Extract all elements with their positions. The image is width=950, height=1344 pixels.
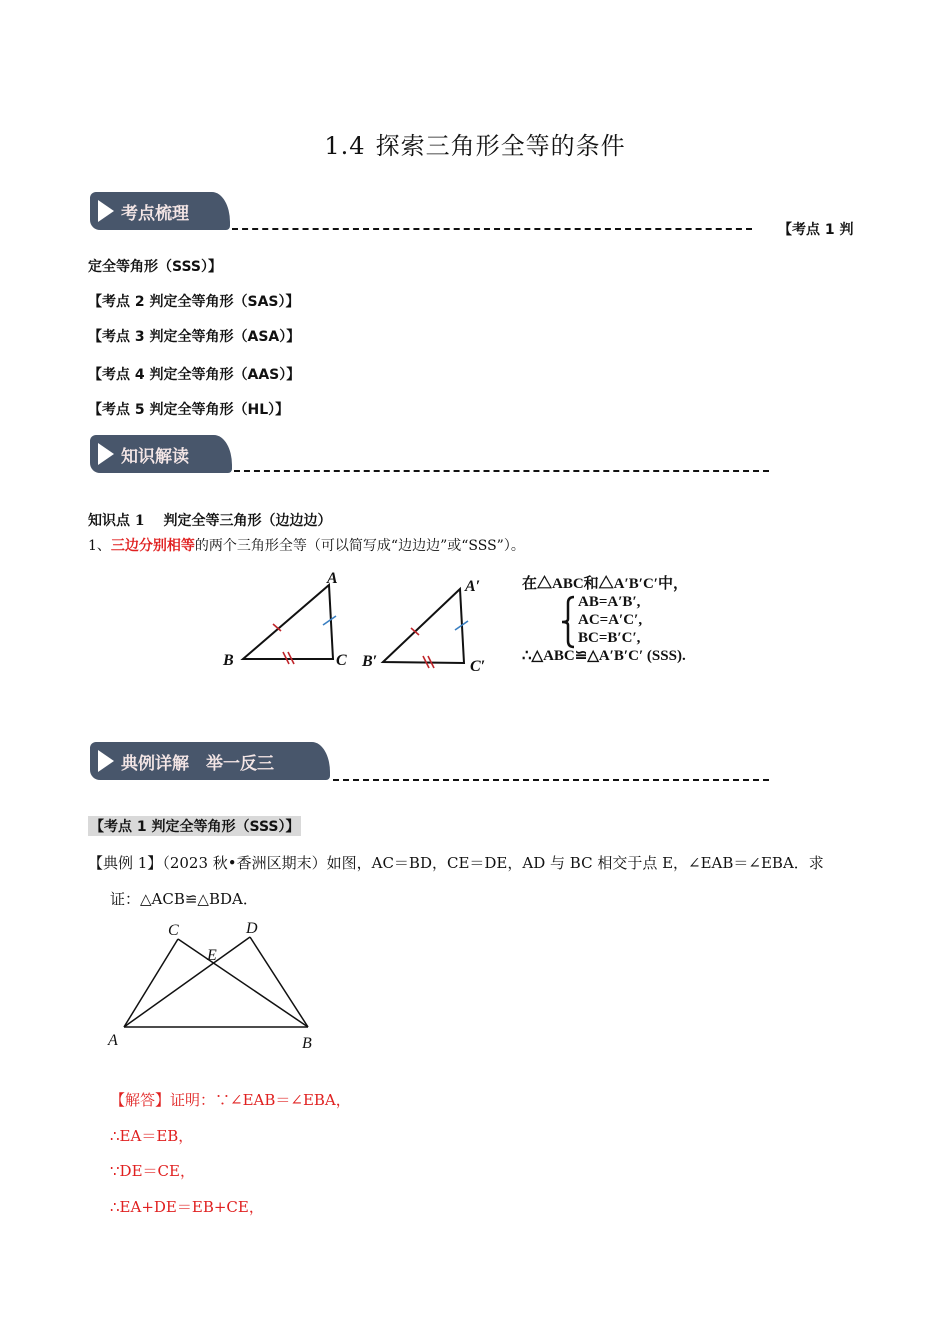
proof-cond-1: AB=A′B′, bbox=[578, 594, 641, 610]
example-problem bbox=[88, 852, 878, 873]
outline-item-5: 【考点 5 判定全等角形（HL）】 bbox=[88, 402, 290, 418]
banner-zhishi-jiedu bbox=[90, 435, 232, 473]
banner-kaodian-shuli bbox=[90, 192, 230, 230]
outline-item-4: 【考点 4 判定全等角形（AAS）】 bbox=[88, 367, 301, 383]
play-triangle-icon bbox=[98, 200, 114, 222]
outline-item-1-cont: 定全等角形（SSS）】 bbox=[88, 259, 222, 275]
answer-block bbox=[110, 1083, 351, 1225]
title-text: 探索三角形全等的条件 bbox=[375, 132, 626, 160]
label-B: B bbox=[223, 652, 234, 669]
outline-item-3: 【考点 3 判定全等角形（ASA）】 bbox=[88, 329, 301, 345]
label-A: A bbox=[327, 570, 338, 587]
label-A-prime: A′ bbox=[465, 578, 481, 595]
banner-label: 知识解读 bbox=[121, 446, 189, 467]
answer-line-2: ∴EA＝EB， bbox=[110, 1126, 194, 1145]
label-B: B bbox=[302, 1035, 312, 1052]
outline-item-1-start: 【考点 1 判 bbox=[778, 222, 854, 238]
knowledge-rule: 1、三边分别相等的两个三角形全等（可以简写成“边边边”或“SSS”）。 bbox=[88, 538, 525, 554]
banner-label: 典例详解 举一反三 bbox=[121, 753, 274, 774]
example-source: （2023 秋•香洲区期末） bbox=[162, 854, 327, 872]
example-problem-line2: 证：△ACB≌△BDA． bbox=[110, 890, 258, 908]
proof-intro: 在△ABC和△A′B′C′中， bbox=[522, 576, 688, 592]
answer-line-3: ∵DE＝CE， bbox=[110, 1162, 195, 1180]
banner-dianli-xiangjie bbox=[90, 742, 330, 780]
proof-cond-3: BC=B′C′, bbox=[578, 630, 641, 646]
knowledge-heading: 知识点 1 判定全等三角形（边边边） bbox=[88, 513, 332, 529]
play-triangle-icon bbox=[98, 443, 114, 465]
answer-line-4: ∴EA+DE＝EB+CE， bbox=[110, 1197, 264, 1216]
label-A: A bbox=[108, 1032, 118, 1049]
label-C: C bbox=[168, 922, 179, 939]
proof-conclusion: ∴△ABC≌△A′B′C′ (SSS). bbox=[522, 648, 686, 664]
page-title bbox=[0, 126, 950, 161]
label-E: E bbox=[207, 947, 217, 964]
answer-line-1: 【解答】证明：∵∠EAB＝∠EBA， bbox=[110, 1091, 351, 1109]
section-tag: 【考点 1 判定全等角形（SSS）】 bbox=[88, 816, 301, 836]
example-label: 【典例 1】 bbox=[88, 854, 163, 872]
proof-cond-2: AC=A′C′, bbox=[578, 612, 643, 628]
dash-divider bbox=[232, 228, 752, 230]
label-C-prime: C′ bbox=[470, 658, 486, 675]
label-D: D bbox=[246, 920, 258, 937]
sss-triangles-figure bbox=[215, 565, 515, 680]
answer-label: 【解答】 bbox=[110, 1091, 171, 1109]
dash-divider bbox=[234, 470, 769, 472]
example-figure bbox=[100, 915, 330, 1060]
label-C: C bbox=[336, 652, 347, 669]
sss-proof bbox=[522, 575, 742, 665]
example-text-1: 如图，AC＝BD，CE＝DE，AD 与 BC 相交于点 E，∠EAB＝∠EBA．求 bbox=[326, 854, 824, 872]
dash-divider bbox=[333, 779, 769, 781]
title-number: 1.4 bbox=[324, 132, 366, 160]
banner-label: 考点梳理 bbox=[121, 203, 189, 224]
rule-highlight: 三边分别相等 bbox=[110, 538, 195, 554]
label-B-prime: B′ bbox=[362, 653, 378, 670]
play-triangle-icon bbox=[98, 750, 114, 772]
outline-item-2: 【考点 2 判定全等角形（SAS）】 bbox=[88, 294, 300, 310]
